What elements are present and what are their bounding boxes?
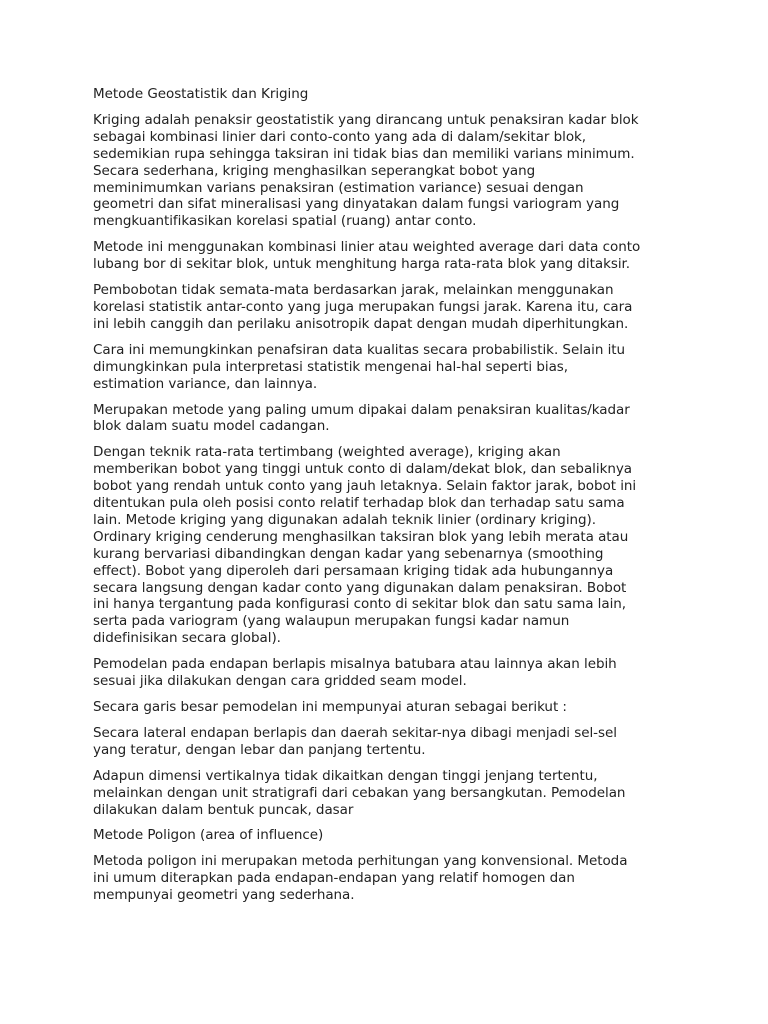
paragraph-layered-deposit: Pemodelan pada endapan berlapis misalnya batubara atau lainnya akan lebih sesuai jika dilakukan dengan cara gridded seam model. — [93, 656, 617, 690]
paragraph-poligon-description: Metoda poligon ini merupakan metoda perhitungan yang konvensional. Metoda ini umum diterapkan pada endapan-endapan yang relatif homogen dan mempunyai geometri yang sederhana. — [93, 853, 628, 904]
paragraph-rules-intro: Secara garis besar pemodelan ini mempunyai aturan sebagai berikut : — [93, 699, 567, 715]
document-page — [93, 86, 683, 913]
section-heading-geostatistik: Metode Geostatistik dan Kriging — [93, 86, 309, 102]
section-heading-poligon: Metode Poligon (area of influence) — [93, 827, 324, 844]
paragraph-vertical: Adapun dimensi vertikalnya tidak dikaitkan dengan tinggi jenjang tertentu, melainkan dengan unit stratigrafi dari cebakan yang bersangkutan. Pemodelan dilakukan dalam bentuk puncak, dasar — [93, 767, 626, 818]
paragraph-method-linear-combination: Metode ini menggunakan kombinasi linier atau weighted average dari data conto lubang bor di sekitar blok, untuk menghitung harga rata-rata blok yang ditaksir. — [93, 239, 641, 273]
paragraph-probabilistic: Cara ini memungkinkan penafsiran data kualitas secara probabilistik. Selain itu dimungkinkan pula interpretasi statistik mengenai hal-hal seperti bias, estimation variance, dan lainnya. — [93, 341, 626, 392]
paragraph-kriging-definition: Kriging adalah penaksir geostatistik yang dirancang untuk penaksiran kadar blok sebagai kombinasi linier dari conto-conto yang ada di dalam/sekitar blok, sedemikian rupa sehingga taksiran ini tidak bias dan memiliki varians minimum. Secara sederhana, kriging menghasilkan seperangkat bobot yang meminimumkan varians penaksiran (estimation variance) sesuai dengan geometri dan sifat mineralisasi yang dinyatakan dalam fungsi variogram yang mengkuantifikasikan korelasi spatial (ruang) antar conto. — [93, 111, 639, 230]
paragraph-weighting: Pembobotan tidak semata-mata berdasarkan jarak, melainkan menggunakan korelasi statistik antar-conto yang juga merupakan fungsi jarak. Karena itu, cara ini lebih canggih dan perilaku anisotropik dapat dengan mudah diperhitungkan. — [93, 282, 633, 332]
paragraph-weighted-average: Dengan teknik rata-rata tertimbang (weighted average), kriging akan memberikan bobot yang tinggi untuk conto di dalam/dekat blok, dan sebaliknya bobot yang rendah untuk conto yang jauh letaknya. Selain faktor jarak, bobot ini ditentukan pula oleh posisi conto relatif terhadap blok dan terhadap satu sama lain. Metode kriging yang digunakan adalah teknik linier (ordinary kriging). Ordinary kriging cenderung menghasilkan taksiran blok yang lebih merata atau kurang bervariasi dibandingkan dengan kadar yang sebenarnya (smoothing effect). Bobot yang diperoleh dari persamaan kriging tidak ada hubungannya secara langsung dengan kadar conto yang digunakan dalam penaksiran. Bobot ini hanya tergantung pada konfigurasi conto di sekitar blok dan satu sama lain, serta pada variogram (yang walaupun merupakan fungsi kadar namun didefinisikan secara global). — [93, 444, 637, 647]
paragraph-lateral: Secara lateral endapan berlapis dan daerah sekitar-nya dibagi menjadi sel-sel yang teratur, dengan lebar dan panjang tertentu. — [93, 724, 617, 758]
paragraph-common-method: Merupakan metode yang paling umum dipakai dalam penaksiran kualitas/kadar blok dalam suatu model cadangan. — [93, 401, 630, 435]
